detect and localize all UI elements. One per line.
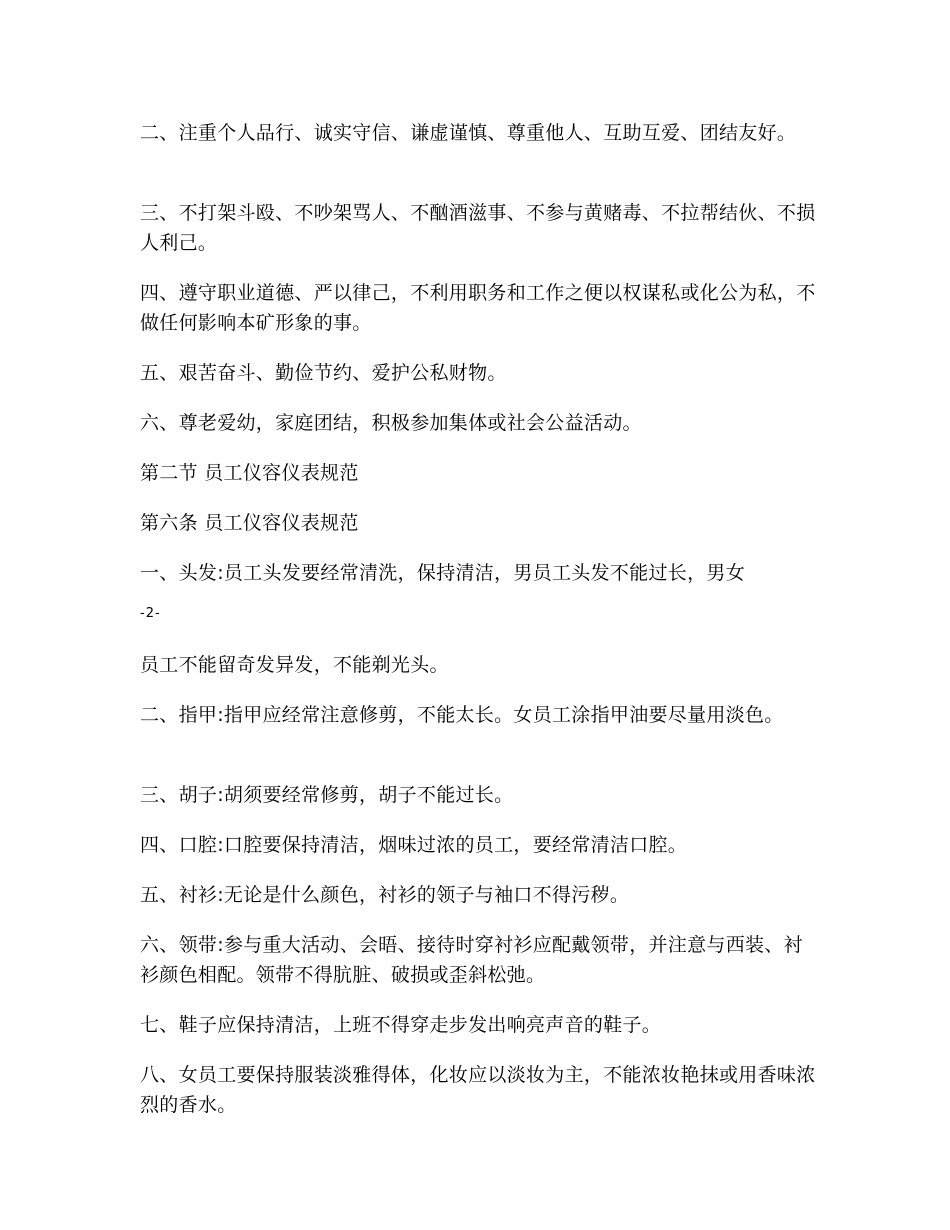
- page-number: -2-: [140, 606, 161, 621]
- paragraph-female-attire: 八、女员工要保持服装淡雅得体，化妆应以淡妆为主，不能浓妆艳抹或用香味浓烈的香水。: [140, 1064, 816, 1116]
- paragraph-hair: 一、头发:员工头发要经常清洗，保持清洁，男员工头发不能过长，男女: [140, 562, 746, 584]
- paragraph-professional-ethics: 四、遵守职业道德、严以律己，不利用职务和工作之便以权谋私或化公为私，不做任何影响本矿形象的事。: [140, 282, 816, 334]
- paragraph-respect-elders: 六、尊老爱幼，家庭团结，积极参加集体或社会公益活动。: [140, 412, 642, 434]
- paragraph-beard: 三、胡子:胡须要经常修剪，胡子不能过长。: [140, 784, 514, 806]
- paragraph-shirt: 五、衬衫:无论是什么颜色，衬衫的领子与袖口不得污秽。: [140, 884, 630, 906]
- paragraph-nails: 二、指甲:指甲应经常注意修剪，不能太长。女员工涂指甲油要尽量用淡色。: [140, 704, 784, 726]
- paragraph-tie: 六、领带:参与重大活动、会晤、接待时穿衬衫应配戴领带，并注意与西装、衬衫颜色相配。领带不得肮脏、破损或歪斜松弛。: [140, 934, 803, 986]
- paragraph-personal-conduct: 二、注重个人品行、诚实守信、谦虚谨慎、尊重他人、互助互爱、团结友好。: [140, 122, 797, 144]
- paragraph-frugality: 五、艰苦奋斗、勤俭节约、爱护公私财物。: [140, 362, 507, 384]
- article-heading: 第六条 员工仪容仪表规范: [140, 512, 359, 534]
- paragraph-oral: 四、口腔:口腔要保持清洁，烟味过浓的员工，要经常清洁口腔。: [140, 834, 688, 856]
- paragraph-no-fighting: 三、不打架斗殴、不吵架骂人、不酗酒滋事、不参与黄赌毒、不拉帮结伙、不损人利己。: [140, 202, 816, 254]
- section-heading: 第二节 员工仪容仪表规范: [140, 462, 359, 484]
- paragraph-hair-continued: 员工不能留奇发异发，不能剃光头。: [140, 654, 449, 676]
- paragraph-shoes: 七、鞋子应保持清洁，上班不得穿走步发出响亮声音的鞋子。: [140, 1014, 662, 1036]
